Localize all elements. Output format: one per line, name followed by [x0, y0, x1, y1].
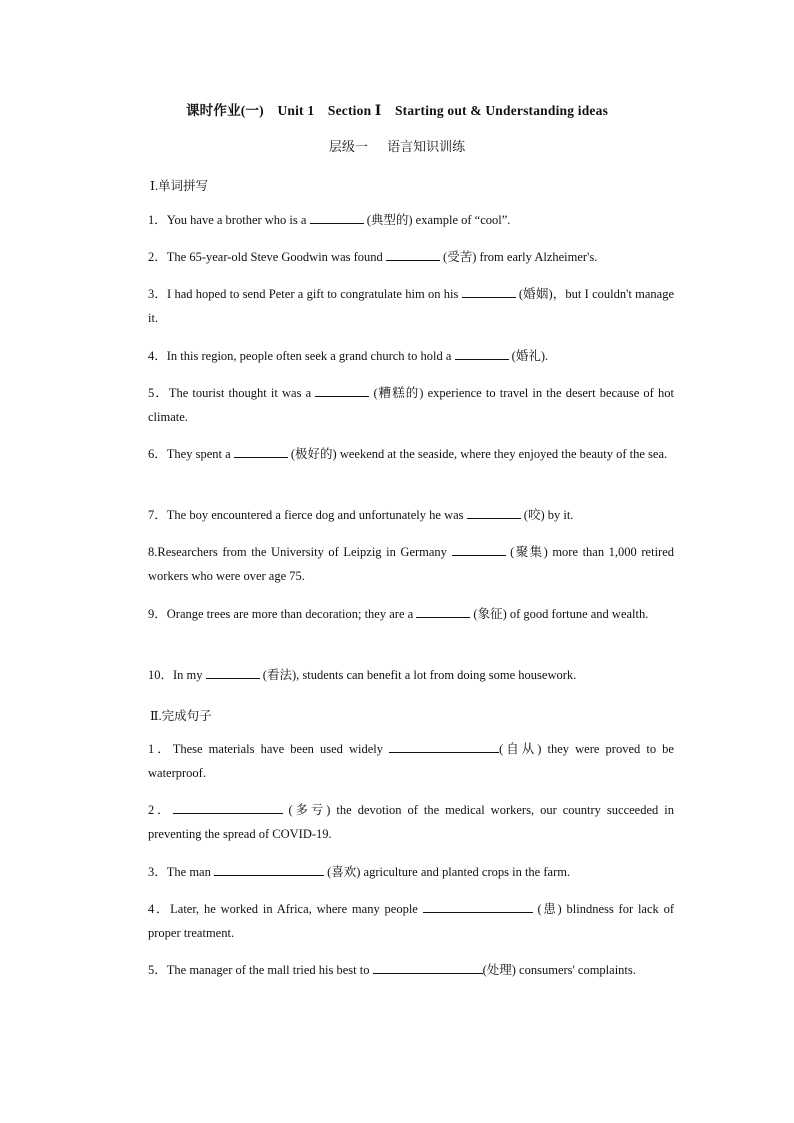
exercise-item: 3．I had hoped to send Peter a gift to congratulate him on his (婚姻)，but I couldn't manage it. [148, 287, 674, 325]
section-heading-spelling: Ⅰ.单词拼写 [150, 179, 209, 193]
exercise-item: 5．The manager of the mall tried his best to (处理) consumers' complaints. [148, 963, 636, 977]
answer-blank[interactable] [423, 900, 533, 913]
answer-blank[interactable] [386, 248, 440, 261]
exercise-item: 5．The tourist thought it was a (糟糕的) experience to travel in the desert because of hot climate. [148, 386, 674, 424]
answer-blank[interactable] [206, 666, 260, 679]
answer-blank[interactable] [373, 961, 483, 974]
answer-blank[interactable] [234, 445, 288, 458]
exercise-item: 1．You have a brother who is a (典型的) example of “cool”. [148, 213, 511, 227]
section-heading-sentences: Ⅱ.完成句子 [150, 709, 212, 723]
answer-blank[interactable] [452, 543, 506, 556]
answer-blank[interactable] [462, 285, 516, 298]
answer-blank[interactable] [173, 801, 283, 814]
exercise-item: 3．The man (喜欢) agriculture and planted crops in the farm. [148, 865, 571, 879]
exercise-item: 2．The 65-year-old Steve Goodwin was found (受苦) from early Alzheimer's. [148, 250, 598, 264]
answer-blank[interactable] [389, 740, 499, 753]
exercise-item: 4．In this region, people often seek a grand church to hold a (婚礼). [148, 349, 549, 363]
exercise-item: 10．In my (看法), students can benefit a lot from doing some housework. [148, 668, 577, 682]
page-title [0, 99, 794, 119]
exercise-item: 4．Later, he worked in Africa, where many people (患) blindness for lack of proper treatment. [148, 902, 674, 940]
answer-blank[interactable] [467, 506, 521, 519]
title-part-topic: Starting out & Understanding ideas [394, 103, 609, 118]
exercise-item: 1．These materials have been used widely (自从) they were proved to be waterproof. [148, 742, 674, 780]
answer-blank[interactable] [455, 347, 509, 360]
exercise-item: 6．They spent a (极好的) weekend at the seaside, where they enjoyed the beauty of the sea. [148, 447, 668, 461]
exercise-item: 8.Researchers from the University of Leipzig in Germany (聚集) more than 1,000 retired workers who were over age 75. [148, 545, 674, 583]
title-part-homework: 课时作业(一) [185, 103, 264, 118]
exercise-item: 9．Orange trees are more than decoration; they are a (象征) of good fortune and wealth. [148, 607, 649, 621]
level-heading [0, 136, 794, 155]
answer-blank[interactable] [416, 605, 470, 618]
title-part-section: Section Ⅰ [327, 103, 382, 118]
exercise-item: 7．The boy encountered a fierce dog and unfortunately he was (咬) by it. [148, 508, 574, 522]
answer-blank[interactable] [310, 211, 364, 224]
answer-blank[interactable] [315, 384, 369, 397]
level-title: 语言知识训练 [387, 139, 466, 154]
answer-blank[interactable] [214, 863, 324, 876]
title-part-unit: Unit 1 [277, 103, 315, 118]
exercise-item: 2． (多亏) the devotion of the medical workers, our country succeeded in preventing the spread of COVID-19. [148, 803, 674, 841]
level-label: 层级一 [328, 139, 368, 154]
